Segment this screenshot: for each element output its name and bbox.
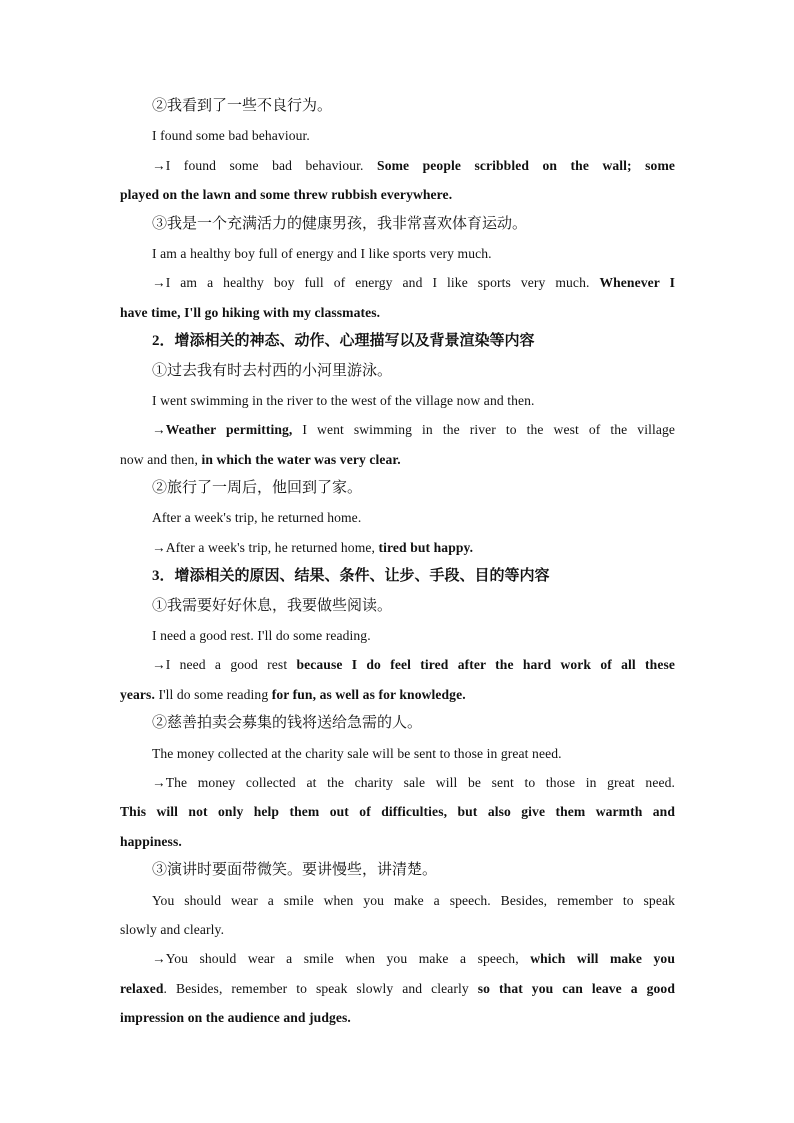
english-sentence [120,239,675,268]
english-sentence [120,886,675,915]
text-run: →You should wear a smile when you make a speech, [152,951,531,967]
text-run: ②我看到了一些不良行为。 [152,98,333,114]
chinese-sentence [120,210,675,239]
english-sentence [120,768,675,797]
english-sentence [120,944,675,973]
text-run: →After a week's trip, he returned home, [152,539,379,555]
english-sentence [120,650,675,679]
bold-text: Whenever I [599,275,675,291]
chinese-sentence [120,709,675,738]
english-sentence [120,268,675,297]
english-sentence [120,1003,675,1032]
text-run: →I need a good rest [152,657,297,673]
text-run: ②旅行了一周后，他回到了家。 [152,480,363,497]
text-run: →I found some bad behaviour. [152,157,378,173]
section-heading [120,562,675,591]
text-run: I went swimming in the river to the west of the village now and then. [152,392,535,408]
bold-text: relaxed [120,980,164,996]
english-sentence [120,180,675,209]
text-run: ②慈善拍卖会募集的钱将送给急需的人。 [152,715,423,732]
english-sentence [120,415,675,444]
text-run: ③演讲时要面带微笑。要讲慢些，讲清楚。 [152,862,438,879]
bold-text: impression on the audience and judges. [120,1010,351,1026]
english-sentence [120,121,675,150]
text-run: I'll do some reading [154,686,272,702]
bold-text: tired but happy. [378,539,474,555]
text-run: . Besides, remember to speak slowly and clearly [163,980,478,996]
bold-text: years. [120,686,155,702]
text-run: The money collected at the charity sale will be sent to those in great need. [152,745,562,761]
text-run: I am a healthy boy full of energy and I like sports very much. [152,245,492,261]
text-run: I found some bad behaviour. [152,128,310,144]
text-run: slowly and clearly. [120,921,225,937]
chinese-sentence [120,92,675,121]
text-run: I need a good rest. I'll do some reading. [152,628,371,644]
bold-text: Some people scribbled on the wall; some [377,157,675,173]
bold-text: which will make you [530,951,675,967]
document-body [120,92,675,1033]
english-sentence [120,445,675,474]
english-sentence [120,739,675,768]
bold-text: Weather permitting, [165,422,293,438]
english-sentence [120,974,675,1003]
bold-text: in which the water was very clear. [201,451,401,467]
english-sentence [120,797,675,826]
chinese-sentence [120,357,675,386]
text-run: 3．增添相关的原因、结果、条件、让步、手段、目的等内容 [152,568,550,585]
text-run: →The money collected at the charity sale will be sent to those in great need. [152,774,675,790]
bold-text: This will not only help them out of difficulties, but also give them warmth and [120,804,675,820]
bold-text: for fun, as well as for knowledge. [271,686,466,702]
text-run: →I am a healthy boy full of energy and I like sports very much. [152,275,600,291]
english-sentence [120,503,675,532]
english-sentence [120,915,675,944]
chinese-sentence [120,474,675,503]
english-sentence [120,298,675,327]
chinese-sentence [120,856,675,885]
english-sentence [120,827,675,856]
text-run: now and then, [120,451,202,467]
text-run: 2．增添相关的神态、动作、心理描写以及背景渲染等内容 [152,333,535,350]
text-run: → [152,422,166,438]
text-run: ③我是一个充满活力的健康男孩，我非常喜欢体育运动。 [152,215,528,232]
bold-text: so that you can leave a good [477,980,675,996]
bold-text: happiness. [120,833,182,849]
english-sentence [120,621,675,650]
bold-text: have time, I'll go hiking with my classmates. [120,304,381,320]
section-heading [120,327,675,356]
text-run: I went swimming in the river to the west of the village [292,422,675,438]
english-sentence [120,386,675,415]
text-run: ①过去我有时去村西的小河里游泳。 [152,362,393,379]
bold-text: because I do feel tired after the hard work of all these [296,657,675,673]
english-sentence [120,151,675,180]
bold-text: played on the lawn and some threw rubbish everywhere. [120,187,453,203]
text-run: After a week's trip, he returned home. [152,510,362,526]
english-sentence [120,533,675,562]
chinese-sentence [120,592,675,621]
english-sentence [120,680,675,709]
text-run: You should wear a smile when you make a speech. Besides, remember to speak [152,892,675,908]
text-run: ①我需要好好休息，我要做些阅读。 [152,597,393,614]
